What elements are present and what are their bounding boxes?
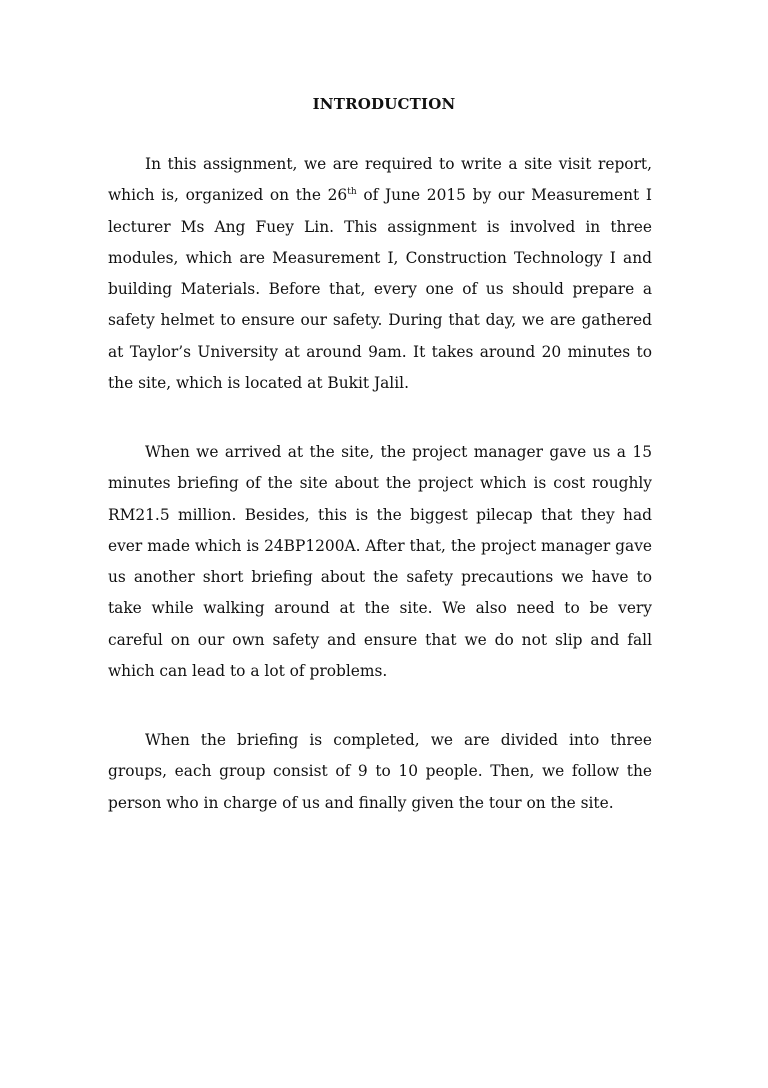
paragraph-1-text-end: of June 2015 by our Measurement I lecturer Ms Ang Fuey Lin. This assignment is involved in three modules, which are Measurement I, Construction Technology I and building Materials. Before that, every one of us should prepare a safety helmet to ensure our safety. During that day, we are gathered at Taylor’s University at around 9am. It takes around 20 minutes to the site, which is located at Bukit Jalil.	[108, 186, 652, 393]
paragraph-3: When the briefing is completed, we are divided into three groups, each group consist of 9 to 10 people. Then, we follow the person who in charge of us and finally given the tour on the site.	[108, 731, 652, 812]
paragraph-1-text-start: In this assignment, we are required to write a site visit report, which is, organized on the 26	[108, 155, 652, 205]
page-title: INTRODUCTION	[312, 95, 456, 113]
paragraph-2: When we arrived at the site, the project manager gave us a 15 minutes briefing of the site about the project which is cost roughly RM21.5 million. Besides, this is the biggest pilecap that they had ever made which is 24BP1200A. After that, the project manager gave us another short briefing about the safety precautions we have to take while walking around at the site. We also need to be very careful on our own safety and ensure that we do not slip and fall which can lead to a lot of problems.	[108, 443, 652, 681]
paragraph-1	[108, 149, 652, 399]
ordinal-superscript: th	[347, 187, 357, 198]
